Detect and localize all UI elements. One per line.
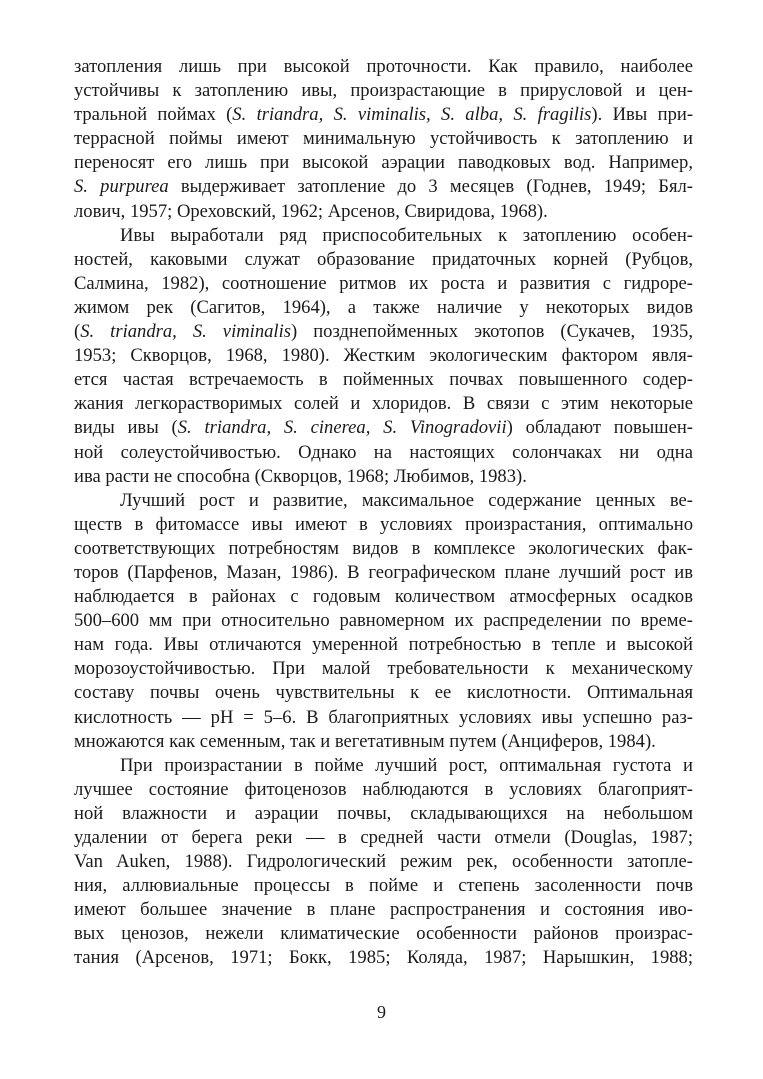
text-line [74, 175, 693, 199]
text-line [74, 778, 693, 802]
page-number: 9 [377, 1002, 386, 1022]
text-line [74, 513, 693, 537]
text-run: Ивы выработали ряд приспособительных к затоплению особен- [120, 224, 693, 246]
text-line [74, 874, 693, 898]
text-run: вых ценозов, нежели климатические особенности районов произрас- [74, 923, 693, 945]
paragraph [74, 55, 693, 224]
text-run: террасной поймы имеют минимальную устойчивость к затоплению и [74, 128, 693, 150]
paragraph [74, 754, 693, 971]
text-run: Van Auken, 1988). Гидрологический режим рек, особенности затопле- [74, 851, 693, 873]
italic-text: S. triandra, S. cinerea, S. Vinogradovii [177, 417, 507, 439]
text-run: лучшее состояние фитоценозов наблюдаются в условиях благоприят- [74, 778, 693, 800]
paragraph [74, 224, 693, 489]
text-run: ) обладают повышен- [506, 417, 693, 439]
text-line [74, 706, 693, 730]
text-run: Лучший рост и развитие, максимальное содержание ценных ве- [120, 489, 693, 511]
text-run: удалении от берега реки — в средней части отмели (Douglas, 1987; [74, 827, 693, 848]
text-run: лович, 1957; Ореховский, 1962; Арсенов, Свиридова, 1968). [74, 200, 548, 222]
text-run: имеют большее значение в плане распространения и состояния иво- [74, 899, 693, 921]
text-line [74, 585, 693, 609]
text-run: нам года. Ивы отличаются умеренной потребностью в тепле и высокой [74, 634, 693, 656]
text-line [74, 681, 693, 705]
text-line [74, 344, 693, 368]
text-run: тания (Арсенов, 1971; Бокк, 1985; Коляда, 1987; Нарышкин, 1988; [74, 947, 693, 969]
text-run: ется частая встречаемость в пойменных почвах повышенного содер- [74, 369, 693, 391]
text-line [74, 248, 693, 272]
text-line [74, 850, 693, 874]
text-run: затопления лишь при высокой проточности. Как правило, наиболее [74, 56, 693, 77]
text-line [74, 633, 693, 657]
text-line [74, 151, 693, 175]
text-run: устойчивы к затоплению ивы, произрастающие в прирусловой и цен- [74, 80, 693, 102]
text-run: множаются как семенным, так и вегетативным путем (Анциферов, 1984). [74, 730, 656, 752]
text-run: морозоустойчивостью. При малой требовательности к механическому [74, 658, 693, 680]
text-run: ностей, каковыми служат образование придаточных корней (Рубцов, [74, 248, 693, 270]
text-run: ной солеустойчивостью. Однако на настоящих солончаках ни одна [74, 441, 693, 463]
text-run: виды ивы ( [74, 417, 178, 439]
text-run: жимом рек (Сагитов, 1964), а также наличие у некоторых видов [74, 296, 693, 318]
text-line [74, 489, 693, 513]
italic-text: S. purpurea [74, 176, 169, 198]
text-line [74, 609, 693, 633]
text-run: Салмина, 1982), соотношение ритмов их роста и развития с гидроре- [74, 272, 693, 294]
text-run: ществ в фитомассе ивы имеют в условиях произрастания, оптимально [74, 513, 693, 535]
text-line [74, 754, 693, 778]
text-run: жания легкорастворимых солей и хлоридов. В связи с этим некоторые [74, 393, 693, 415]
text-run: кислотность — pH = 5–6. В благоприятных условиях ивы успешно раз- [74, 706, 693, 728]
italic-text: S. triandra, S. viminalis, S. alba, S. fragilis [232, 104, 592, 126]
text-run: соответствующих потребностям видов в комплексе экологических фак- [74, 537, 693, 559]
text-line [74, 200, 693, 224]
text-run: ной влажности и аэрации почвы, складывающихся на небольшом [74, 802, 693, 824]
text-line [74, 802, 693, 826]
text-line [74, 561, 693, 585]
text-run: 500–600 мм при относительно равномерном их распределении по време- [74, 610, 693, 632]
text-line [74, 537, 693, 561]
text-line [74, 55, 693, 79]
italic-text: S. triandra, S. viminalis [80, 321, 291, 343]
text-run: выдерживает затопление до 3 месяцев (Годнев, 1949; Бял- [168, 176, 693, 198]
text-line [74, 392, 693, 416]
text-line [74, 657, 693, 681]
text-run: При произрастании в пойме лучший рост, оптимальная густота и [120, 754, 693, 776]
text-run: 1953; Скворцов, 1968, 1980). Жестким экологическим фактором явля- [74, 345, 693, 367]
text-line [74, 224, 693, 248]
text-line [74, 946, 693, 970]
page-body [74, 55, 693, 971]
text-line [74, 441, 693, 465]
paragraph [74, 489, 693, 754]
text-run: составу почвы очень чувствительны к ее кислотности. Оптимальная [74, 682, 693, 704]
text-run: переносят его лишь при высокой аэрации паводковых вод. Например, [74, 152, 693, 174]
text-run: ( [74, 321, 81, 343]
text-line [74, 368, 693, 392]
text-run: наблюдается в районах с годовым количеством атмосферных осадков [74, 586, 693, 608]
text-run: ) позднепойменных экотопов (Сукачев, 1935, [291, 321, 694, 343]
text-line [74, 296, 693, 320]
text-run: ива расти не способна (Скворцов, 1968; Любимов, 1983). [74, 465, 527, 487]
text-line [74, 320, 693, 344]
text-run: ). Ивы при- [591, 104, 694, 126]
text-line [74, 79, 693, 103]
text-line [74, 416, 693, 440]
text-run: торов (Парфенов, Мазан, 1986). В географическом плане лучший рост ив [74, 561, 693, 583]
text-run: тральной поймах ( [74, 104, 233, 126]
text-line [74, 272, 693, 296]
text-run: ния, аллювиальные процессы в пойме и степень засоленности почв [74, 875, 693, 897]
text-line [74, 826, 693, 850]
text-line [74, 922, 693, 946]
text-line [74, 127, 693, 151]
text-line [74, 898, 693, 922]
text-line [74, 465, 693, 489]
text-line [74, 103, 693, 127]
text-line [74, 730, 693, 754]
